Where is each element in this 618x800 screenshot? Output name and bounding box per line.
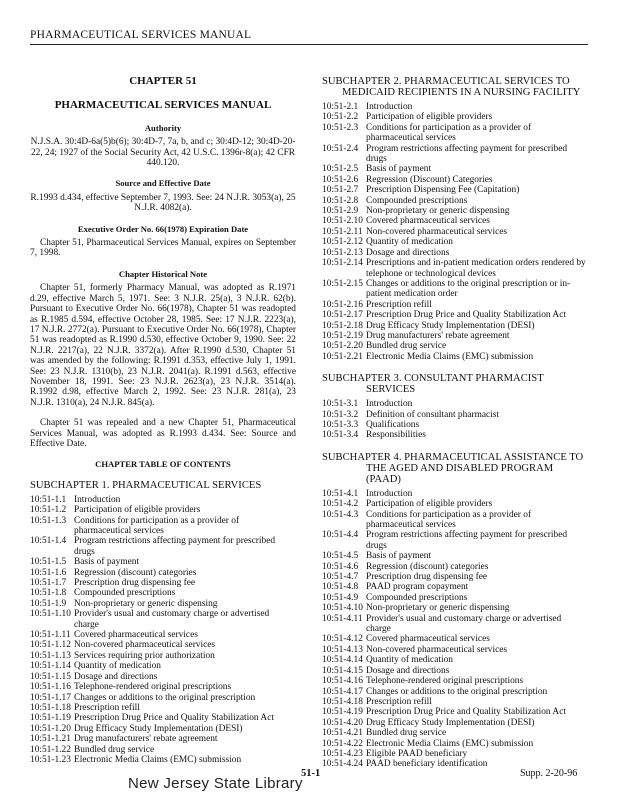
toc-entry <box>30 734 296 744</box>
section-title: Introduction <box>74 494 121 505</box>
toc-entry <box>30 588 296 598</box>
section-title: Conditions for participation as a provider of pharmaceutical services <box>366 509 532 530</box>
section-number: 10:51-1.2 <box>30 505 67 516</box>
section-title: Introduction <box>366 102 413 112</box>
chapter-number: CHAPTER 51 <box>129 75 197 87</box>
section-number: 10:51-1.21 <box>30 734 71 745</box>
section-number: 10:51-4.7 <box>322 572 359 583</box>
section-title: Electronic Media Claims (EMC) submission <box>74 754 242 765</box>
section-title: Program restrictions affecting payment for prescribed drugs <box>366 143 568 165</box>
toc-entry <box>30 703 296 713</box>
toc-entry <box>30 651 296 661</box>
toc-entry <box>30 713 296 723</box>
subchapter-2-heading-line2: MEDICAID RECIPIENTS IN A NURSING FACILITY <box>342 87 581 98</box>
section-number: 10:51-2.16 <box>322 299 363 310</box>
toc-entry <box>30 755 296 765</box>
toc-entry <box>322 237 588 247</box>
subchapter-4-list <box>322 489 588 770</box>
section-number: 10:51-2.9 <box>322 206 359 217</box>
toc-entry <box>30 640 296 650</box>
section-title: Non-proprietary or generic dispensing <box>366 603 510 614</box>
section-title: Dosage and directions <box>366 665 450 676</box>
section-number: 10:51-4.13 <box>322 644 363 655</box>
section-number: 10:51-2.20 <box>322 341 363 352</box>
toc-entry <box>322 227 588 237</box>
section-title: Regression (discount) categories <box>366 561 489 572</box>
toc-entry <box>30 693 296 703</box>
section-title: Prescription drug dispensing fee <box>366 572 488 583</box>
section-number: 10:51-4.14 <box>322 655 363 666</box>
executive-order-text: Chapter 51, Pharmaceutical Services Manual, expires on September 7, 1998. <box>30 238 296 259</box>
toc-entry <box>322 144 588 165</box>
toc-entry <box>30 630 296 640</box>
section-title: Program restrictions affecting payment for prescribed drugs <box>366 530 568 551</box>
section-title: Dosage and directions <box>366 247 450 258</box>
toc-entry <box>322 489 588 499</box>
toc-entry <box>322 420 588 430</box>
section-number: 10:51-1.17 <box>30 692 71 703</box>
section-number: 10:51-2.1 <box>322 102 359 112</box>
section-title: Prescription refill <box>74 702 140 713</box>
subchapter-2-heading-line1: SUBCHAPTER 2. PHARMACEUTICAL SERVICES TO <box>322 76 570 87</box>
section-title: Drug manufacturers' rebate agreement <box>74 734 218 745</box>
toc-entry <box>322 634 588 644</box>
section-title: Prescription Drug Price and Quality Stabilization Act <box>366 707 566 718</box>
toc-entry <box>322 331 588 341</box>
section-number: 10:51-2.6 <box>322 174 359 185</box>
left-column <box>30 76 296 776</box>
section-number: 10:51-4.8 <box>322 582 359 593</box>
section-title: Changes or additions to the original prescription <box>74 692 256 703</box>
toc-entry <box>322 666 588 676</box>
subchapter-3-heading-line1: SUBCHAPTER 3. CONSULTANT PHARMACIST <box>322 373 544 385</box>
toc-entry <box>322 216 588 226</box>
section-title: Non-covered pharmaceutical services <box>366 226 508 237</box>
section-number: 10:51-4.23 <box>322 748 363 759</box>
section-title: Conditions for participation as a provider of pharmaceutical services <box>366 122 532 144</box>
section-title: Prescription Drug Price and Quality Stabilization Act <box>366 310 566 321</box>
supplement-date: Supp. 2-20-96 <box>520 768 578 779</box>
section-number: 10:51-1.10 <box>30 609 71 620</box>
section-number: 10:51-1.8 <box>30 588 67 599</box>
toc-entry <box>322 430 588 440</box>
toc-entry <box>322 749 588 759</box>
section-number: 10:51-1.23 <box>30 754 71 765</box>
section-title: Prescription refill <box>366 299 432 310</box>
section-title: Prescription Drug Price and Quality Stabilization Act <box>74 713 274 724</box>
toc-entry <box>322 175 588 185</box>
toc-entry <box>322 510 588 531</box>
executive-order-heading: Executive Order No. 66(1978) Expiration Date <box>77 223 249 234</box>
toc-entry <box>322 697 588 707</box>
section-number: 10:51-1.9 <box>30 598 67 609</box>
toc-entry <box>322 279 588 300</box>
source-text: R.1993 d.434, effective September 7, 1993. See: 24 N.J.R. 3053(a), 25 N.J.R. 4082(a). <box>30 192 296 214</box>
section-number: 10:51-2.19 <box>322 330 363 341</box>
section-number: 10:51-4.21 <box>322 728 363 739</box>
toc-entry <box>30 495 296 505</box>
toc-entry <box>322 341 588 351</box>
section-number: 10:51-1.22 <box>30 744 71 755</box>
toc-entry <box>322 687 588 697</box>
section-number: 10:51-4.6 <box>322 561 359 572</box>
toc-entry <box>322 739 588 749</box>
subchapter-4-heading <box>322 452 588 485</box>
section-title: Dosage and directions <box>74 671 158 682</box>
library-stamp: New Jersey State Library <box>128 775 303 792</box>
subchapter-1-heading: SUBCHAPTER 1. PHARMACEUTICAL SERVICES <box>30 479 262 491</box>
toc-entry <box>322 196 588 206</box>
section-title: Participation of eligible providers <box>366 499 493 510</box>
section-title: Eligible PAAD beneficiary <box>366 748 468 759</box>
section-title: Quantity of medication <box>366 655 453 666</box>
toc-entry <box>30 724 296 734</box>
section-title: Drug manufacturers' rebate agreement <box>366 330 510 341</box>
section-title: Responsibilities <box>366 430 426 441</box>
toc-entry <box>322 206 588 216</box>
toc-entry <box>322 352 588 362</box>
section-title: Covered pharmaceutical services <box>366 216 490 227</box>
toc-entry <box>322 112 588 122</box>
subchapter-3-heading-line2: SERVICES <box>366 384 416 396</box>
toc-heading: CHAPTER TABLE OF CONTENTS <box>95 459 231 470</box>
section-title: Qualifications <box>366 419 420 430</box>
toc-entry <box>322 300 588 310</box>
section-title: Quantity of medication <box>74 661 161 672</box>
section-number: 10:51-1.11 <box>30 630 71 641</box>
section-title: Conditions for participation as a provider of pharmaceutical services <box>74 515 240 536</box>
section-title: Changes or additions to the original prescription <box>366 686 548 697</box>
section-title: Electronic Media Claims (EMC) submission <box>366 351 534 362</box>
section-number: 10:51-2.2 <box>322 112 359 123</box>
section-number: 10:51-2.8 <box>322 195 359 206</box>
toc-entry <box>322 321 588 331</box>
page-number: 51-1 <box>301 768 321 779</box>
toc-entry <box>322 164 588 174</box>
toc-entry <box>30 661 296 671</box>
section-number: 10:51-4.4 <box>322 530 359 541</box>
section-number: 10:51-4.20 <box>322 717 363 728</box>
section-number: 10:51-2.18 <box>322 320 363 331</box>
section-title: Non-proprietary or generic dispensing <box>366 206 510 217</box>
section-title: Changes or additions to the original prescription or in-patient medication order <box>366 278 571 300</box>
toc-entry <box>30 505 296 515</box>
toc-entry <box>322 728 588 738</box>
section-title: Bundled drug service <box>366 341 447 352</box>
toc-entry <box>30 516 296 537</box>
toc-entry <box>322 399 588 409</box>
section-title: Program restrictions affecting payment for prescribed drugs <box>74 536 276 557</box>
section-title: Compounded prescriptions <box>366 195 468 206</box>
section-title: Drug Efficacy Study Implementation (DESI) <box>366 717 535 728</box>
toc-entry <box>322 258 588 279</box>
section-number: 10:51-4.19 <box>322 707 363 718</box>
section-number: 10:51-4.10 <box>322 603 363 614</box>
toc-entry <box>30 745 296 755</box>
section-number: 10:51-2.17 <box>322 310 363 321</box>
section-title: Prescription Dispensing Fee (Capitation) <box>366 185 520 196</box>
toc-entry <box>30 557 296 567</box>
section-title: Quantity of medication <box>366 237 453 248</box>
section-title: Compounded prescriptions <box>366 592 468 603</box>
section-number: 10:51-2.15 <box>322 278 363 289</box>
section-title: Telephone-rendered original prescriptions <box>74 682 232 693</box>
section-title: Drug Efficacy Study Implementation (DESI) <box>74 723 243 734</box>
section-title: Compounded prescriptions <box>74 588 176 599</box>
section-number: 10:51-2.13 <box>322 247 363 258</box>
toc-entry <box>322 530 588 551</box>
toc-entry <box>30 536 296 557</box>
toc-entry <box>322 614 588 635</box>
section-title: Covered pharmaceutical services <box>366 634 490 645</box>
section-title: Prescriptions and in-patient medication orders rendered by telephone or technological devices <box>366 258 586 279</box>
toc-entry <box>322 718 588 728</box>
section-number: 10:51-1.7 <box>30 578 67 589</box>
toc-entry <box>30 578 296 588</box>
section-number: 10:51-4.12 <box>322 634 363 645</box>
section-number: 10:51-1.18 <box>30 702 71 713</box>
section-number: 10:51-1.4 <box>30 536 67 547</box>
section-number: 10:51-1.15 <box>30 671 71 682</box>
section-number: 10:51-1.19 <box>30 713 71 724</box>
subchapter-1-list <box>30 495 296 766</box>
historical-note-text: Chapter 51, formerly Pharmacy Manual, was adopted as R.1971 d.29, effective March 5, 1971. See: 3 N.J.R. 25(a), 3 N.J.R. 62(b). Pursuant to Executive Order No. 66(1978), Chapter 51 was readopted as R.1985 d.594, effective October 28, 1985. See: 17 N.J.R. 2223(a), 17 N.J.R. 2772(a). Pursuant to Executive Order No. 66(1978), Chapter 51 was readopted as R.1990 d.530, effective October 9, 1990. See: 22 N.J.R. 2217(a), 22 N.J.R. 3372(a). After R.1990 d.530, Chapter 51 was amended by the following: R.1991 d.353, effective July 1, 1991. See: 23 N.J.R. 1310(b), 23 N.J.R. 2041(a). R.1991 d.563, effective November 18, 1991. See: 23 N.J.R. 2623(a), 23 N.J.R. 3514(a). R.1992 d.98, effective March 2, 1992. See: 23 N.J.R. 281(a), 23 N.J.R. 1310(a), 24 N.J.R. 845(a). <box>30 283 296 408</box>
toc-entry <box>322 603 588 613</box>
section-number: 10:51-1.16 <box>30 682 71 693</box>
section-number: 10:51-4.11 <box>322 613 363 624</box>
subchapter-4-heading-line2: THE AGED AND DISABLED PROGRAM (PAAD) <box>366 462 554 485</box>
subchapter-3-list <box>322 399 588 441</box>
right-column <box>322 76 588 781</box>
section-title: Provider's usual and customary charge or advertised charge <box>74 609 270 630</box>
section-title: Services requiring prior authorization <box>74 650 215 661</box>
section-number: 10:51-2.5 <box>322 164 359 175</box>
section-title: Bundled drug service <box>74 744 155 755</box>
section-number: 10:51-2.3 <box>322 122 359 133</box>
toc-entry <box>322 310 588 320</box>
section-title: Electronic Media Claims (EMC) submission <box>366 738 534 749</box>
historical-note-heading: Chapter Historical Note <box>118 268 208 279</box>
section-title: Basis of payment <box>366 164 432 175</box>
section-number: 10:51-2.4 <box>322 143 359 154</box>
toc-entry <box>30 609 296 630</box>
section-title: PAAD program copayment <box>366 582 469 593</box>
section-number: 10:51-4.24 <box>322 759 363 770</box>
section-number: 10:51-3.4 <box>322 430 359 441</box>
section-title: Covered pharmaceutical services <box>74 630 198 641</box>
toc-entry <box>322 572 588 582</box>
authority-heading: Authority <box>144 122 182 133</box>
section-title: Regression (discount) categories <box>74 567 197 578</box>
toc-entry <box>322 707 588 717</box>
toc-entry <box>322 593 588 603</box>
toc-entry <box>322 582 588 592</box>
chapter-title: PHARMACEUTICAL SERVICES MANUAL <box>54 99 272 112</box>
toc-entry <box>30 568 296 578</box>
toc-entry <box>322 102 588 112</box>
subchapter-2-heading <box>322 76 588 98</box>
section-title: Non-covered pharmaceutical services <box>366 644 508 655</box>
toc-entry <box>322 185 588 195</box>
toc-entry <box>322 655 588 665</box>
section-number: 10:51-1.20 <box>30 723 71 734</box>
section-number: 10:51-3.2 <box>322 409 359 420</box>
section-number: 10:51-1.13 <box>30 650 71 661</box>
section-title: Drug Efficacy Study Implementation (DESI) <box>366 320 535 331</box>
toc-entry <box>322 410 588 420</box>
toc-entry <box>322 123 588 144</box>
section-number: 10:51-1.6 <box>30 567 67 578</box>
toc-entry <box>30 682 296 692</box>
section-number: 10:51-4.3 <box>322 509 359 520</box>
section-number: 10:51-1.14 <box>30 661 71 672</box>
toc-entry <box>322 676 588 686</box>
section-title: Introduction <box>366 488 413 499</box>
section-number: 10:51-1.5 <box>30 557 67 568</box>
section-number: 10:51-1.1 <box>30 494 67 505</box>
section-title: Basis of payment <box>366 551 432 562</box>
section-number: 10:51-4.1 <box>322 488 359 499</box>
section-title: Participation of eligible providers <box>366 112 493 123</box>
section-number: 10:51-4.5 <box>322 551 359 562</box>
source-heading: Source and Effective Date <box>115 178 211 189</box>
section-number: 10:51-1.12 <box>30 640 71 651</box>
toc-entry <box>322 645 588 655</box>
section-number: 10:51-4.9 <box>322 592 359 603</box>
section-number: 10:51-4.16 <box>322 676 363 687</box>
section-number: 10:51-4.22 <box>322 738 363 749</box>
section-number: 10:51-4.2 <box>322 499 359 510</box>
section-number: 10:51-2.21 <box>322 351 363 362</box>
section-title: Bundled drug service <box>366 728 447 739</box>
toc-entry <box>322 499 588 509</box>
section-number: 10:51-2.14 <box>322 258 363 269</box>
header-rule <box>30 44 588 45</box>
section-title: Non-proprietary or generic dispensing <box>74 598 218 609</box>
toc-entry <box>322 562 588 572</box>
section-number: 10:51-2.7 <box>322 185 359 196</box>
subchapter-3-heading <box>322 373 588 395</box>
toc-entry <box>322 248 588 258</box>
section-number: 10:51-4.17 <box>322 686 363 697</box>
section-title: PAAD beneficiary identification <box>366 759 488 770</box>
section-title: Non-covered pharmaceutical services <box>74 640 216 651</box>
toc-entry <box>30 599 296 609</box>
toc-entry <box>322 551 588 561</box>
section-title: Prescription refill <box>366 696 432 707</box>
section-number: 10:51-1.3 <box>30 515 67 526</box>
section-title: Telephone-rendered original prescriptions <box>366 676 524 687</box>
section-title: Provider's usual and customary charge or advertised charge <box>366 613 562 635</box>
section-title: Basis of payment <box>74 557 140 568</box>
section-number: 10:51-2.10 <box>322 216 363 227</box>
toc-entry <box>30 672 296 682</box>
authority-text: N.J.S.A. 30:4D-6a(5)b(6); 30:4D-7, 7a, b, and c; 30:4D-12; 30:4D-20-22, 24; 1927 of the Social Security Act, 42 U.S.C. 1396r-8(a); 42 CFR 440.120. <box>30 137 296 169</box>
section-number: 10:51-2.11 <box>322 226 363 237</box>
section-title: Introduction <box>366 399 413 410</box>
section-title: Definition of consultant pharmacist <box>366 409 500 420</box>
subchapter-4-heading-line1: SUBCHAPTER 4. PHARMACEUTICAL ASSISTANCE TO <box>322 451 584 463</box>
section-number: 10:51-2.12 <box>322 237 363 248</box>
section-title: Regression (Discount) Categories <box>366 174 493 185</box>
section-title: Prescription drug dispensing fee <box>74 578 196 589</box>
section-number: 10:51-4.18 <box>322 696 363 707</box>
historical-note-repeal: Chapter 51 was repealed and a new Chapter 51, Pharmaceutical Services Manual, was adopted as R.1993 d.434. See: Source and Effective Date. <box>30 418 296 449</box>
subchapter-2-list <box>322 102 588 362</box>
section-title: Participation of eligible providers <box>74 505 201 516</box>
section-number: 10:51-4.15 <box>322 665 363 676</box>
section-number: 10:51-3.3 <box>322 419 359 430</box>
running-head: PHARMACEUTICAL SERVICES MANUAL <box>30 29 252 41</box>
section-number: 10:51-3.1 <box>322 399 359 410</box>
